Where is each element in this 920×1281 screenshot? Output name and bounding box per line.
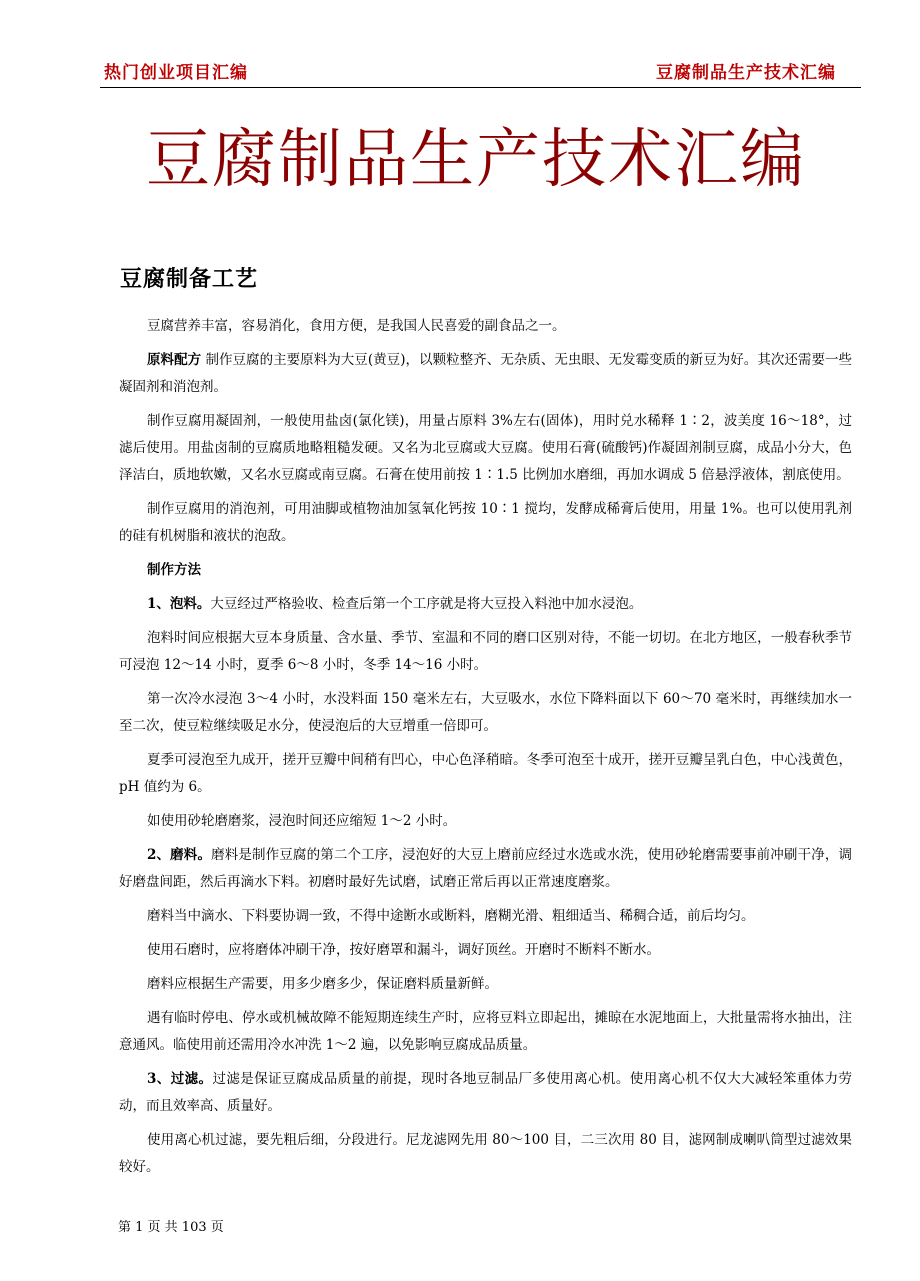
paragraph [119,971,852,998]
paragraph-text: 磨料应根据生产需要，用多少磨多少，保证磨料质量新鲜。 [147,976,498,992]
paragraph [119,347,852,401]
paragraph [119,842,852,896]
paragraph-lead: 3、过滤。 [147,1071,213,1087]
header-document-title: 豆腐制品生产技术汇编 [656,63,836,83]
paragraph [119,1066,852,1120]
paragraph-text: 使用离心机过滤，要先粗后细，分段进行。尼龙滤网先用 80～100 目，二三次用 80 目，滤网制成喇叭筒型过滤效果较好。 [119,1132,852,1175]
paragraph [119,408,852,489]
section-heading: 豆腐制备工艺 [120,267,259,292]
paragraph-text: 使用石磨时，应将磨体冲刷干净，按好磨罩和漏斗，调好顶丝。开磨时不断料不断水。 [147,942,660,958]
paragraph-text: 如使用砂轮磨磨浆，浸泡时间还应缩短 1～2 小时。 [147,813,457,829]
paragraph-text: 第一次冷水浸泡 3～4 小时，水没料面 150 毫米左右，大豆吸水，水位下降料面以下 60～70 毫米时，再继续加水一至二次，使豆粒继续吸足水分，使浸泡后的大豆增重一倍即可。 [119,691,852,734]
paragraph-text: 磨料是制作豆腐的第二个工序，浸泡好的大豆上磨前应经过水选或水洗，使用砂轮磨需要事前冲刷干净，调好磨盘间距，然后再滴水下料。初磨时最好先试磨，试磨正常后再以正常速度磨浆。 [119,847,852,890]
paragraph [119,1127,852,1181]
paragraph-lead: 1、泡料。 [147,596,211,612]
paragraph [119,1005,852,1059]
paragraph [119,937,852,964]
page-number: 第 1 页 共 103 页 [118,1220,224,1235]
paragraph [119,313,852,340]
paragraph-text: 制作豆腐用凝固剂，一般使用盐卤(氯化镁)，用量占原料 3%左右(固体)，用时兑水稀释 1∶2，波美度 16～18°，过滤后使用。用盐卤制的豆腐质地略粗糙发硬。又名为北豆腐或大豆腐。使用石膏(硫酸钙)作凝固剂制豆腐，成品小分大，色泽洁白，质地软嫩，又名水豆腐或南豆腐。石膏在使用前按 1∶1.5 比例加水磨细，再加水调成 5 倍悬浮液体，割底使用。 [119,413,852,483]
body-text [119,313,852,1188]
paragraph-lead: 原料配方 [147,352,202,368]
paragraph-text: 磨料当中滴水、下料要协调一致，不得中途断水或断料，磨糊光滑、粗细适当、稀稠合适，前后均匀。 [147,908,755,924]
paragraph-text: 过滤是保证豆腐成品质量的前提，现时各地豆制品厂多使用离心机。使用离心机不仅大大减轻笨重体力劳动，而且效率高、质量好。 [119,1071,852,1114]
paragraph [119,808,852,835]
paragraph-lead: 2、磨料。 [147,847,212,863]
document-title: 豆腐制品生产技术汇编 [146,123,806,197]
paragraph [119,496,852,550]
paragraph-text: 制作豆腐用的消泡剂，可用油脚或植物油加氢氧化钙按 10∶1 搅均，发酵成稀膏后使用，用量 1%。也可以使用乳剂的硅有机树脂和液状的泡敌。 [119,501,852,544]
paragraph [119,557,852,584]
paragraph-text: 制作豆腐的主要原料为大豆(黄豆)，以颗粒整齐、无杂质、无虫眼、无发霉变质的新豆为好。其次还需要一些凝固剂和消泡剂。 [119,352,853,395]
paragraph [119,625,852,679]
paragraph-text: 豆腐营养丰富，容易消化，食用方便，是我国人民喜爱的副食品之一。 [147,318,566,334]
header-collection-title: 热门创业项目汇编 [104,63,248,83]
paragraph-text: 泡料时间应根据大豆本身质量、含水量、季节、室温和不同的磨口区别对待，不能一切切。在北方地区，一般春秋季节可浸泡 12～14 小时，夏季 6～8 小时，冬季 14～16 小时。 [119,630,852,673]
paragraph [119,747,852,801]
header-divider [100,87,861,88]
paragraph [119,686,852,740]
page-header [100,56,860,84]
paragraph-text: 遇有临时停电、停水或机械故障不能短期连续生产时，应将豆料立即起出，摊晾在水泥地面上，大批量需将水抽出，注意通风。临使用前还需用冷水冲洗 1～2 遍，以免影响豆腐成品质量。 [119,1010,852,1053]
paragraph [119,903,852,930]
paragraph-text: 夏季可浸泡至九成开，搓开豆瓣中间稍有凹心，中心色泽稍暗。冬季可泡至十成开，搓开豆瓣呈乳白色，中心浅黄色，pH 值约为 6。 [119,752,852,795]
paragraph-text: 大豆经过严格验收、检查后第一个工序就是将大豆投入料池中加水浸泡。 [210,596,643,612]
paragraph [119,591,852,618]
paragraph-lead: 制作方法 [147,562,201,578]
